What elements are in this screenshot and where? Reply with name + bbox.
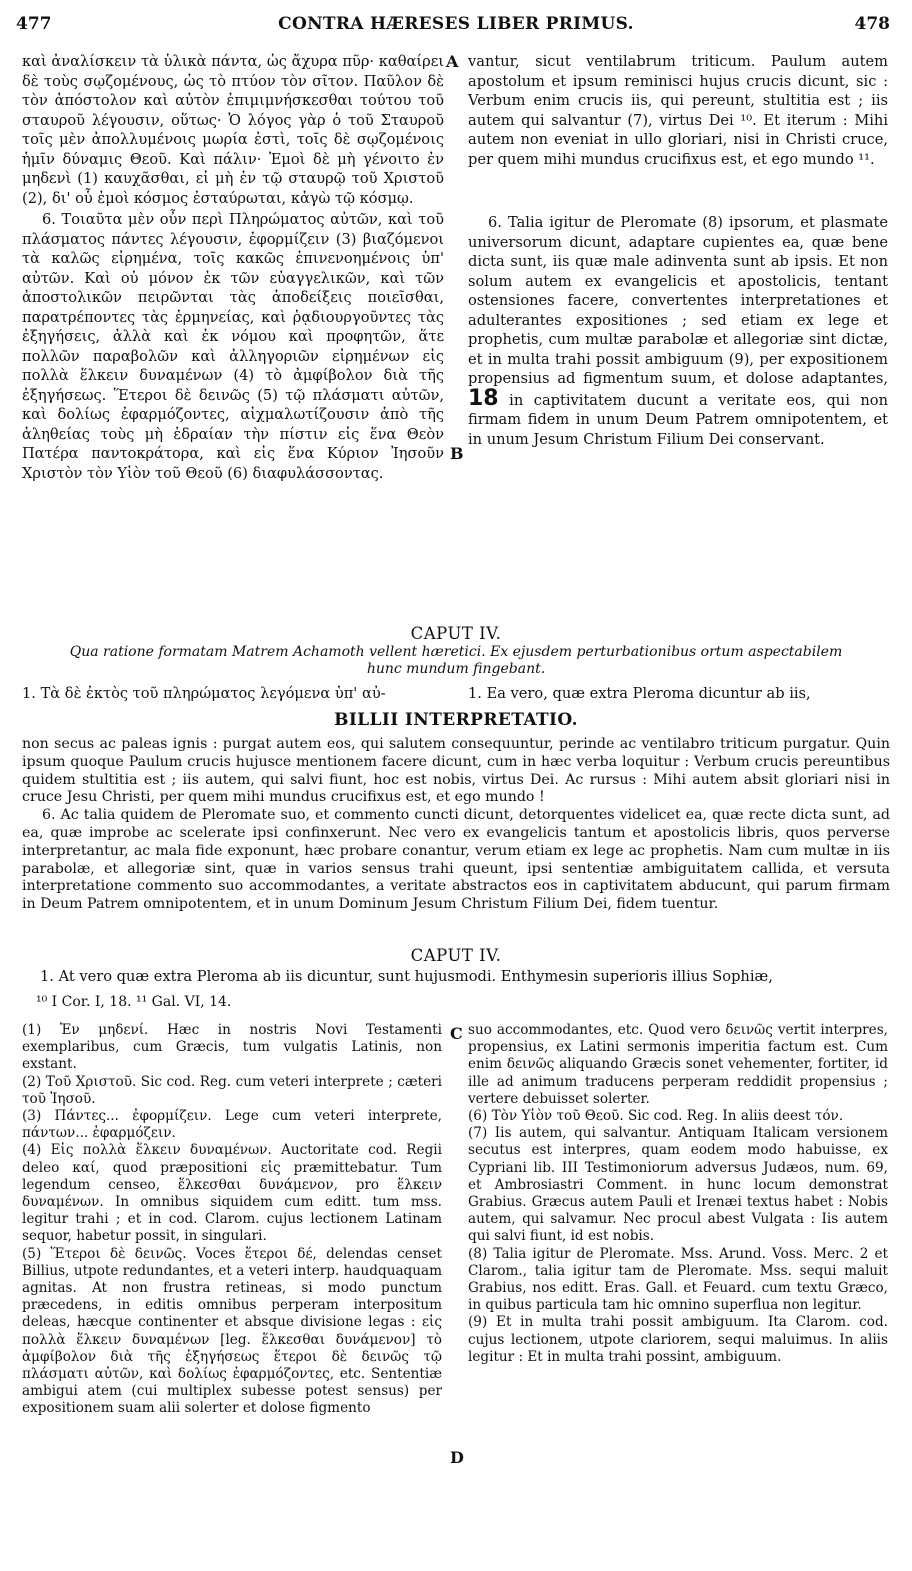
margin-marker-d: D: [450, 1448, 464, 1467]
caput-heading-2: CAPUT IV.: [410, 946, 502, 965]
right-page-number: 478: [854, 14, 890, 34]
footnote-4: (4) Εἰς πολλὰ ἕλκειν δυναμένων. Auctoritate cod. Regii deleo καί, quod præpositioni εἰς præmittebatur. Tum legendum censeo, ἕλκεσθαι δυνάμενον, pro ἕλκειν δυναμένων. In omnibus siquidem cum editt. tum mss. legitur trahi ; et in cod. Clarom. cujus lectionem Latinam sequor, habetur possit, in singulari.: [22, 1142, 442, 1245]
footnote-9: (9) Et in multa trahi possit ambiguum. Ita Clarom. cod. cujus lectionem, utpote clariorem, sequi maluimus. In aliis legitur : Et in multa trahi possint, ambiguum.: [468, 1314, 888, 1365]
greek-paragraph-6: 6. Τοιαῦτα μὲν οὖν περὶ Πληρώματος αὐτῶν, καὶ τοῦ πλάσματος πάντες λέγουσιν, ἐφορμίζειν (3) βιαζόμενοι τὰ καλῶς εἰρημένα, τοῖς κακῶς ἐπινενοημένοις ὑπ' αὐτῶν. Καὶ οὐ μόνον ἐκ τῶν εὐαγγελικῶν, καὶ τῶν ἀποστολικῶν πειρῶνται τὰς ἀποδείξεις ποιεῖσθαι, παρατρέποντες τὰς ἑρμηνείας, καὶ ῥᾳδιουργοῦντες τὰς ἐξηγήσεις, ἀλλὰ καὶ ἐκ νόμου καὶ προφητῶν, ἅτε πολλῶν παραβολῶν καὶ ἀλληγοριῶν εἰρημένων εἰς πολλὰ ἕλκειν δυναμένων (4) τὸ ἀμφίβολον διὰ τῆς ἐξηγήσεως. Ἕτεροι δὲ δεινῶς (5) τῷ πλάσματι αὐτῶν, καὶ δολίως ἐφαρμόζοντες, αἰχμαλωτίζουσιν ἀπὸ τῆς ἀληθείας τοὺς μὴ ἑδραίαν τὴν πίστιν εἰς ἕνα Θεὸν Πατέρα παντοκράτορα, καὶ εἰς ἕνα Κύριον Ἰησοῦν Χριστὸν τὸν Υἱὸν τοῦ Θεοῦ (6) διαφυλάσσοντας.: [22, 211, 444, 482]
scripture-references: ¹⁰ I Cor. I, 18. ¹¹ Gal. VI, 14.: [36, 994, 232, 1010]
footnote-1: (1) Ἐν μηδενί. Hæc in nostris Novi Testamenti exemplaribus, cum Græcis, tum vulgatis Latinis, non exstant.: [22, 1022, 442, 1073]
billii-paragraph-2: 6. Ac talia quidem de Pleromate suo, et commento cuncti dicunt, detorquentes videlicet ea, quæ recte dicta sunt, ad ea, quæ improbe ac scelerate ipsi confinxerunt. Nec vero ex evangelicis tantum et apostolicis libris, quos perverse interpretantur, ac mala fide exponunt, hæc probare conantur, verum etiam ex lege ac prophetis. Nam cum multæ in iis parabolæ, et allegoriæ sint, quæ in varios sensus trahi queunt, ipsi sententiæ ambiguitatem callida, et versuta interpretatione commento suo accommodantes, a veritate abstractos eos in captivitatem abducunt, qui parum firmam in Deum Patrem omnipotentem, et in unum Dominum Jesum Christum Filium Dei, fidem tuentur.: [22, 807, 890, 913]
greek-column: [22, 52, 444, 483]
footnotes-right: [468, 1022, 888, 1366]
caput-heading-1: CAPUT IV.: [410, 624, 502, 643]
footnote-5: (5) Ἕτεροι δὲ δεινῶς. Voces ἕτεροι δέ, delendas censet Billius, utpote redundantes, et a veteri interp. haudquaquam agnitas. At non frustra retineas, si modo punctum præcedens, in editis omnibus perperam interpositum deleas, hæcque continenter et absque divisione legas : εἰς πολλὰ ἕλκειν δυναμένων [leg. ἕλκεσθαι δυνάμενον] τὸ ἀμφίβολον διὰ τῆς ἐξηγήσεως ἕτεροι δὲ δεινῶς τῷ πλάσματι αὐτῶν, καὶ δολίως ἐφαρμόζοντες, etc. Sententiæ ambigui atem (cui multiplex subesse potest sensus) per expositionem suam alii solerter et dolose figmento: [22, 1245, 442, 1417]
footnote-7: (7) Iis autem, qui salvantur. Antiquam Italicam versionem secutus est interpres, quam eodem modo habuisse, ex Cypriani lib. III Testimoniorum adversus Judæos, num. 69, et Ambrosiastri Comment. in hunc locum demonstrat Grabius. Græcus autem Pauli et Irenæi textus habet : Nobis autem, qui salvamur. Nec procul abest Vulgata : Iis autem qui salvi fiunt, id est nobis.: [468, 1125, 888, 1245]
caput-2-first-line: 1. At vero quæ extra Pleroma ab iis dicuntur, sunt hujusmodi. Enthymesin superioris illius Sophiæ,: [40, 968, 773, 985]
billii-heading: BILLII INTERPRETATIO.: [334, 710, 578, 730]
greek-caput-start: 1. Τὰ δὲ ἐκτὸς τοῦ πληρώματος λεγόμενα ὑπ' αὐ-: [22, 685, 386, 702]
column-number-18: 18: [468, 385, 499, 411]
latin-caput-start: 1. Ea vero, quæ extra Pleroma dicuntur ab iis,: [468, 685, 811, 702]
footnote-2: (2) Τοῦ Χριστοῦ. Sic cod. Reg. cum veteri interprete ; cæteri τοῦ Ἰησοῦ.: [22, 1073, 442, 1107]
latin-column: [468, 52, 888, 449]
latin-paragraph-6: [468, 213, 888, 449]
footnote-3: (3) Πάντες... ἐφορμίζειν. Lege cum veteri interprete, πάντων... ἐφαρμόζειν.: [22, 1108, 442, 1142]
running-title: CONTRA HÆRESES LIBER PRIMUS.: [278, 14, 634, 34]
billii-interpretation: [22, 736, 890, 914]
caput-summary: Qua ratione formatam Matrem Achamoth vellent hæretici. Ex ejusdem perturbationibus ortum aspectabilem hunc mundum fingebant.: [69, 644, 843, 677]
billii-paragraph-1: non secus ac paleas ignis : purgat autem eos, qui salutem consequuntur, perinde ac ventilabro triticum purgatur. Quin ipsum quoque Paulum crucis hujusce mentionem facere dicunt, cum in hæc verba loquitur : Verbum crucis pereuntibus quidem stultitia est ; iis autem, qui salvi fiunt, hoc est nobis, virtus Dei. Ac rursus : Mihi autem absit gloriari nisi in cruce Jesu Christi, per quem mihi mundus crucifixus est, et ego mundo !: [22, 736, 890, 806]
margin-marker-a: A: [446, 52, 459, 71]
latin-paragraph-6-end: in captivitatem ducunt a veritate eos, qui non firmam fidem in unum Deum Patrem omnipotentem, et in unum Jesum Christum Filium Dei conservant.: [468, 391, 888, 448]
margin-marker-c: C: [450, 1024, 463, 1043]
latin-paragraph-5: vantur, sicut ventilabrum triticum. Paulum autem apostolum et ipsum reminisci hujus crucis dicunt, sic : Verbum enim crucis iis, qui pereunt, stultitia est ; iis autem qui salvantur (7), virtus Dei ¹⁰. Et iterum : Mihi autem non eveniat in ullo gloriari, nisi in Christi cruce, per quem mihi mundus crucifixus est, et ego mundo ¹¹.: [468, 53, 888, 168]
footnote-6: (6) Τὸν Υἱὸν τοῦ Θεοῦ. Sic cod. Reg. In aliis deest τόν.: [468, 1108, 844, 1125]
footnotes-left: [22, 1022, 442, 1418]
latin-paragraph-6-text: 6. Talia igitur de Pleromate (8) ipsorum, et plasmate universorum dicunt, adaptare cupientes ea, quæ bene dicta sunt, iis quæ male adinventa sunt ab ipsis. Et non solum autem ex evangelicis et apostolicis, tentant ostensiones facere, convertentes interpretationes et adulterantes expositiones ; sed etiam ex lege et prophetis, cum multæ parabolæ et allegoriæ sint dictæ, et in multa trahi possit ambiguum (9), per expositionem propensius ad figmentum suum, et dolose adaptantes,: [468, 214, 888, 387]
footnote-5-continued: suo accommodantes, etc. Quod vero δεινῶς vertit interpres, propensius, ex Latini sermonis imperitia factum est. Cum enim δεινῶς aliquando Græcis sonet vehementer, fortiter, id ille ad animum traducens perperam reddidit propensius ; vertere debuisset solerter.: [468, 1022, 888, 1107]
greek-paragraph-5: καὶ ἀναλίσκειν τὰ ὑλικὰ πάντα, ὡς ἄχυρα πῦρ· καθαίρει δὲ τοὺς σῳζομένους, ὡς τὸ πτύον τὸν σῖτον. Παῦλον δὲ τὸν ἀπόστολον καὶ αὐτὸν ἐπιμιμνήσκεσθαι τούτου τοῦ σταυροῦ λέγουσιν, οὕτως· Ὁ λόγος γὰρ ὁ τοῦ Σταυροῦ τοῖς μὲν ἀπολλυμένοις μωρία ἐστὶ, τοῖς δὲ σῳζομένοις ἡμῖν δύναμις Θεοῦ. Καὶ πάλιν· Ἐμοὶ δὲ μὴ γένοιτο ἐν μηδενὶ (1) καυχᾶσθαι, εἰ μὴ ἐν τῷ σταυρῷ τοῦ Χριστοῦ (2), δι' οὗ ἐμοὶ κόσμος ἐσταύρωται, κἀγὼ τῷ κόσμῳ.: [22, 53, 444, 207]
footnote-8: (8) Talia igitur de Pleromate. Mss. Arund. Voss. Merc. 2 et Clarom., talia igitur tam de Pleromate. Mss. sequi maluit Grabius, nos editt. Eras. Gall. et Feuard. cum textu Græco, in quibus particula tam hic omnino superflua non legitur.: [468, 1245, 888, 1314]
left-page-number: 477: [16, 14, 52, 34]
margin-marker-b: B: [450, 444, 464, 463]
